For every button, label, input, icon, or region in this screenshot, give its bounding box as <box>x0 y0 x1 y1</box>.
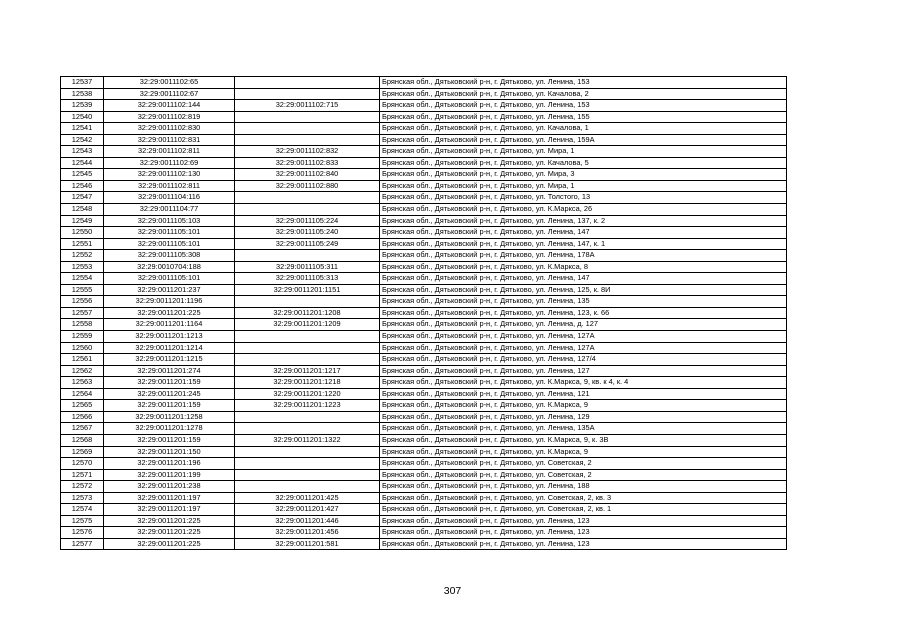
address-cell: Брянская обл., Дятьковский р-н, г. Дятьково, ул. Советская, 2, кв. 1 <box>380 504 787 516</box>
table-row <box>61 319 787 331</box>
cadastral-number-cell: 32:29:0011102:811 <box>104 146 235 158</box>
table-row <box>61 157 787 169</box>
address-cell: Брянская обл., Дятьковский р-н, г. Дятьково, ул. Ленина, 129 <box>380 411 787 423</box>
address-cell: Брянская обл., Дятьковский р-н, г. Дятьково, ул. Мира, 3 <box>380 169 787 181</box>
linked-cadastral-number-cell: 32:29:0011105:240 <box>235 227 380 239</box>
linked-cadastral-number-cell: 32:29:0011102:715 <box>235 100 380 112</box>
table-row <box>61 250 787 262</box>
table-row <box>61 123 787 135</box>
linked-cadastral-number-cell: 32:29:0011201:1151 <box>235 284 380 296</box>
table-row <box>61 377 787 389</box>
cadastral-number-cell: 32:29:0011201:225 <box>104 538 235 550</box>
linked-cadastral-number-cell <box>235 123 380 135</box>
linked-cadastral-number-cell <box>235 458 380 470</box>
row-number-cell: 12542 <box>61 134 104 146</box>
linked-cadastral-number-cell: 32:29:0011201:446 <box>235 515 380 527</box>
linked-cadastral-number-cell <box>235 446 380 458</box>
cadastral-number-cell: 32:29:0011201:225 <box>104 307 235 319</box>
row-number-cell: 12564 <box>61 388 104 400</box>
row-number-cell: 12562 <box>61 365 104 377</box>
table-row <box>61 331 787 343</box>
linked-cadastral-number-cell: 32:29:0011102:840 <box>235 169 380 181</box>
row-number-cell: 12561 <box>61 354 104 366</box>
table-row <box>61 354 787 366</box>
table-row <box>61 146 787 158</box>
row-number-cell: 12572 <box>61 481 104 493</box>
table-row <box>61 400 787 412</box>
linked-cadastral-number-cell <box>235 469 380 481</box>
linked-cadastral-number-cell: 32:29:0011105:311 <box>235 261 380 273</box>
table-row <box>61 238 787 250</box>
table-row <box>61 169 787 181</box>
row-number-cell: 12574 <box>61 504 104 516</box>
linked-cadastral-number-cell: 32:29:0011105:224 <box>235 215 380 227</box>
linked-cadastral-number-cell: 32:29:0011201:427 <box>235 504 380 516</box>
table-row <box>61 423 787 435</box>
table-row <box>61 88 787 100</box>
table-row <box>61 284 787 296</box>
cadastral-number-cell: 32:29:0011201:1258 <box>104 411 235 423</box>
cadastral-number-cell: 32:29:0011201:225 <box>104 527 235 539</box>
address-cell: Брянская обл., Дятьковский р-н, г. Дятьково, ул. Ленина, 147, к. 1 <box>380 238 787 250</box>
cadastral-number-cell: 32:29:0011201:159 <box>104 377 235 389</box>
cadastral-number-cell: 32:29:0011102:830 <box>104 123 235 135</box>
linked-cadastral-number-cell: 32:29:0011201:1322 <box>235 434 380 446</box>
address-cell: Брянская обл., Дятьковский р-н, г. Дятьково, ул. Ленина, 127 <box>380 365 787 377</box>
row-number-cell: 12549 <box>61 215 104 227</box>
row-number-cell: 12551 <box>61 238 104 250</box>
linked-cadastral-number-cell <box>235 111 380 123</box>
linked-cadastral-number-cell <box>235 423 380 435</box>
registry-table <box>60 76 787 550</box>
address-cell: Брянская обл., Дятьковский р-н, г. Дятьково, ул. Ленина, 178А <box>380 250 787 262</box>
table-row <box>61 134 787 146</box>
row-number-cell: 12537 <box>61 77 104 89</box>
table-row <box>61 77 787 89</box>
linked-cadastral-number-cell <box>235 204 380 216</box>
address-cell: Брянская обл., Дятьковский р-н, г. Дятьково, ул. Ленина, 147 <box>380 273 787 285</box>
address-cell: Брянская обл., Дятьковский р-н, г. Дятьково, ул. Советская, 2 <box>380 469 787 481</box>
table-row <box>61 388 787 400</box>
linked-cadastral-number-cell: 32:29:0011105:313 <box>235 273 380 285</box>
row-number-cell: 12570 <box>61 458 104 470</box>
address-cell: Брянская обл., Дятьковский р-н, г. Дятьково, ул. Ленина, 188 <box>380 481 787 493</box>
cadastral-number-cell: 32:29:0011201:1196 <box>104 296 235 308</box>
row-number-cell: 12566 <box>61 411 104 423</box>
cadastral-number-cell: 32:29:0011201:274 <box>104 365 235 377</box>
table-row <box>61 296 787 308</box>
table-row <box>61 365 787 377</box>
row-number-cell: 12543 <box>61 146 104 158</box>
address-cell: Брянская обл., Дятьковский р-н, г. Дятьково, ул. Ленина, 153 <box>380 100 787 112</box>
cadastral-number-cell: 32:29:0011105:101 <box>104 238 235 250</box>
registry-table-body <box>61 77 787 550</box>
table-row <box>61 273 787 285</box>
cadastral-number-cell: 32:29:0011102:811 <box>104 180 235 192</box>
address-cell: Брянская обл., Дятьковский р-н, г. Дятьково, ул. К.Маркса, 9 <box>380 446 787 458</box>
address-cell: Брянская обл., Дятьковский р-н, г. Дятьково, ул. Ленина, 123, к. 66 <box>380 307 787 319</box>
table-row <box>61 434 787 446</box>
cadastral-number-cell: 32:29:0011102:130 <box>104 169 235 181</box>
address-cell: Брянская обл., Дятьковский р-н, г. Дятьково, ул. Ленина, 159А <box>380 134 787 146</box>
address-cell: Брянская обл., Дятьковский р-н, г. Дятьково, ул. Ленина, 127/4 <box>380 354 787 366</box>
address-cell: Брянская обл., Дятьковский р-н, г. Дятьково, ул. К.Маркса, 26 <box>380 204 787 216</box>
row-number-cell: 12565 <box>61 400 104 412</box>
row-number-cell: 12545 <box>61 169 104 181</box>
cadastral-number-cell: 32:29:0011105:308 <box>104 250 235 262</box>
table-row <box>61 458 787 470</box>
linked-cadastral-number-cell: 32:29:0011201:1208 <box>235 307 380 319</box>
table-row <box>61 411 787 423</box>
address-cell: Брянская обл., Дятьковский р-н, г. Дятьково, ул. Качалова, 2 <box>380 88 787 100</box>
cadastral-number-cell: 32:29:0011105:101 <box>104 273 235 285</box>
linked-cadastral-number-cell: 32:29:0011201:456 <box>235 527 380 539</box>
cadastral-number-cell: 32:29:0011201:225 <box>104 515 235 527</box>
address-cell: Брянская обл., Дятьковский р-н, г. Дятьково, ул. Ленина, 123 <box>380 538 787 550</box>
address-cell: Брянская обл., Дятьковский р-н, г. Дятьково, ул. Ленина, 135А <box>380 423 787 435</box>
cadastral-number-cell: 32:29:0011201:196 <box>104 458 235 470</box>
address-cell: Брянская обл., Дятьковский р-н, г. Дятьково, ул. Мира, 1 <box>380 180 787 192</box>
row-number-cell: 12541 <box>61 123 104 135</box>
address-cell: Брянская обл., Дятьковский р-н, г. Дятьково, ул. Ленина, 153 <box>380 77 787 89</box>
linked-cadastral-number-cell <box>235 411 380 423</box>
address-cell: Брянская обл., Дятьковский р-н, г. Дятьково, ул. К.Маркса, 9, кв. к 4, к. 4 <box>380 377 787 389</box>
cadastral-number-cell: 32:29:0011201:238 <box>104 481 235 493</box>
linked-cadastral-number-cell <box>235 250 380 262</box>
linked-cadastral-number-cell <box>235 481 380 493</box>
row-number-cell: 12539 <box>61 100 104 112</box>
cadastral-number-cell: 32:29:0011201:1215 <box>104 354 235 366</box>
cadastral-number-cell: 32:29:0011102:144 <box>104 100 235 112</box>
table-row <box>61 342 787 354</box>
address-cell: Брянская обл., Дятьковский р-н, г. Дятьково, ул. Ленина, 125, к. 8И <box>380 284 787 296</box>
cadastral-number-cell: 32:29:0011102:69 <box>104 157 235 169</box>
row-number-cell: 12553 <box>61 261 104 273</box>
table-row <box>61 261 787 273</box>
row-number-cell: 12573 <box>61 492 104 504</box>
address-cell: Брянская обл., Дятьковский р-н, г. Дятьково, ул. Качалова, 1 <box>380 123 787 135</box>
linked-cadastral-number-cell <box>235 134 380 146</box>
row-number-cell: 12548 <box>61 204 104 216</box>
table-row <box>61 204 787 216</box>
cadastral-number-cell: 32:29:0011201:197 <box>104 492 235 504</box>
cadastral-number-cell: 32:29:0011201:1214 <box>104 342 235 354</box>
linked-cadastral-number-cell <box>235 331 380 343</box>
address-cell: Брянская обл., Дятьковский р-н, г. Дятьково, ул. Толстого, 13 <box>380 192 787 204</box>
linked-cadastral-number-cell <box>235 342 380 354</box>
row-number-cell: 12568 <box>61 434 104 446</box>
table-row <box>61 504 787 516</box>
table-row <box>61 538 787 550</box>
address-cell: Брянская обл., Дятьковский р-н, г. Дятьково, ул. Советская, 2 <box>380 458 787 470</box>
row-number-cell: 12552 <box>61 250 104 262</box>
row-number-cell: 12577 <box>61 538 104 550</box>
row-number-cell: 12575 <box>61 515 104 527</box>
linked-cadastral-number-cell: 32:29:0011105:249 <box>235 238 380 250</box>
table-row <box>61 515 787 527</box>
cadastral-number-cell: 32:29:0011201:245 <box>104 388 235 400</box>
row-number-cell: 12558 <box>61 319 104 331</box>
address-cell: Брянская обл., Дятьковский р-н, г. Дятьково, ул. Мира, 1 <box>380 146 787 158</box>
linked-cadastral-number-cell: 32:29:0011201:1218 <box>235 377 380 389</box>
table-row <box>61 481 787 493</box>
row-number-cell: 12540 <box>61 111 104 123</box>
address-cell: Брянская обл., Дятьковский р-н, г. Дятьково, ул. Ленина, 137, к. 2 <box>380 215 787 227</box>
linked-cadastral-number-cell: 32:29:0011102:833 <box>235 157 380 169</box>
cadastral-number-cell: 32:29:0011201:1164 <box>104 319 235 331</box>
linked-cadastral-number-cell: 32:29:0011201:425 <box>235 492 380 504</box>
cadastral-number-cell: 32:29:0011102:65 <box>104 77 235 89</box>
cadastral-number-cell: 32:29:0011201:1278 <box>104 423 235 435</box>
cadastral-number-cell: 32:29:0011105:101 <box>104 227 235 239</box>
table-row <box>61 180 787 192</box>
linked-cadastral-number-cell: 32:29:0011102:832 <box>235 146 380 158</box>
row-number-cell: 12571 <box>61 469 104 481</box>
cadastral-number-cell: 32:29:0011201:159 <box>104 400 235 412</box>
linked-cadastral-number-cell: 32:29:0011201:1223 <box>235 400 380 412</box>
row-number-cell: 12546 <box>61 180 104 192</box>
address-cell: Брянская обл., Дятьковский р-н, г. Дятьково, ул. Ленина, 135 <box>380 296 787 308</box>
cadastral-number-cell: 32:29:0011102:831 <box>104 134 235 146</box>
page-number: 307 <box>443 585 462 597</box>
row-number-cell: 12555 <box>61 284 104 296</box>
row-number-cell: 12559 <box>61 331 104 343</box>
linked-cadastral-number-cell <box>235 88 380 100</box>
address-cell: Брянская обл., Дятьковский р-н, г. Дятьково, ул. Ленина, 155 <box>380 111 787 123</box>
table-row <box>61 192 787 204</box>
table-row <box>61 446 787 458</box>
address-cell: Брянская обл., Дятьковский р-н, г. Дятьково, ул. Ленина, 127А <box>380 342 787 354</box>
linked-cadastral-number-cell <box>235 77 380 89</box>
table-row <box>61 307 787 319</box>
address-cell: Брянская обл., Дятьковский р-н, г. Дятьково, ул. Ленина, 121 <box>380 388 787 400</box>
linked-cadastral-number-cell <box>235 296 380 308</box>
linked-cadastral-number-cell <box>235 354 380 366</box>
address-cell: Брянская обл., Дятьковский р-н, г. Дятьково, ул. Советская, 2, кв. 3 <box>380 492 787 504</box>
address-cell: Брянская обл., Дятьковский р-н, г. Дятьково, ул. Качалова, 5 <box>380 157 787 169</box>
table-row <box>61 492 787 504</box>
table-row <box>61 527 787 539</box>
table-row <box>61 100 787 112</box>
address-cell: Брянская обл., Дятьковский р-н, г. Дятьково, ул. Ленина, 147 <box>380 227 787 239</box>
linked-cadastral-number-cell: 32:29:0011201:1217 <box>235 365 380 377</box>
table-row <box>61 215 787 227</box>
cadastral-number-cell: 32:29:0011201:199 <box>104 469 235 481</box>
cadastral-number-cell: 32:29:0011105:103 <box>104 215 235 227</box>
address-cell: Брянская обл., Дятьковский р-н, г. Дятьково, ул. К.Маркса, 8 <box>380 261 787 273</box>
row-number-cell: 12538 <box>61 88 104 100</box>
address-cell: Брянская обл., Дятьковский р-н, г. Дятьково, ул. К.Маркса, 9, к. 3В <box>380 434 787 446</box>
address-cell: Брянская обл., Дятьковский р-н, г. Дятьково, ул. Ленина, 123 <box>380 515 787 527</box>
table-row <box>61 469 787 481</box>
linked-cadastral-number-cell: 32:29:0011201:1220 <box>235 388 380 400</box>
cadastral-number-cell: 32:29:0011201:150 <box>104 446 235 458</box>
row-number-cell: 12563 <box>61 377 104 389</box>
linked-cadastral-number-cell <box>235 192 380 204</box>
row-number-cell: 12544 <box>61 157 104 169</box>
address-cell: Брянская обл., Дятьковский р-н, г. Дятьково, ул. Ленина, 123 <box>380 527 787 539</box>
table-row <box>61 227 787 239</box>
cadastral-number-cell: 32:29:0011104:116 <box>104 192 235 204</box>
cadastral-number-cell: 32:29:0011201:159 <box>104 434 235 446</box>
address-cell: Брянская обл., Дятьковский р-н, г. Дятьково, ул. Ленина, 127А <box>380 331 787 343</box>
row-number-cell: 12557 <box>61 307 104 319</box>
cadastral-number-cell: 32:29:0011201:1213 <box>104 331 235 343</box>
cadastral-number-cell: 32:29:0011201:237 <box>104 284 235 296</box>
cadastral-number-cell: 32:29:0011102:819 <box>104 111 235 123</box>
address-cell: Брянская обл., Дятьковский р-н, г. Дятьково, ул. К.Маркса, 9 <box>380 400 787 412</box>
cadastral-number-cell: 32:29:0011104:77 <box>104 204 235 216</box>
cadastral-number-cell: 32:29:0011102:67 <box>104 88 235 100</box>
row-number-cell: 12554 <box>61 273 104 285</box>
row-number-cell: 12567 <box>61 423 104 435</box>
row-number-cell: 12576 <box>61 527 104 539</box>
row-number-cell: 12560 <box>61 342 104 354</box>
linked-cadastral-number-cell: 32:29:0011102:880 <box>235 180 380 192</box>
cadastral-number-cell: 32:29:0010704:188 <box>104 261 235 273</box>
row-number-cell: 12569 <box>61 446 104 458</box>
row-number-cell: 12556 <box>61 296 104 308</box>
cadastral-number-cell: 32:29:0011201:197 <box>104 504 235 516</box>
row-number-cell: 12550 <box>61 227 104 239</box>
address-cell: Брянская обл., Дятьковский р-н, г. Дятьково, ул. Ленина, д. 127 <box>380 319 787 331</box>
row-number-cell: 12547 <box>61 192 104 204</box>
table-row <box>61 111 787 123</box>
linked-cadastral-number-cell: 32:29:0011201:581 <box>235 538 380 550</box>
linked-cadastral-number-cell: 32:29:0011201:1209 <box>235 319 380 331</box>
